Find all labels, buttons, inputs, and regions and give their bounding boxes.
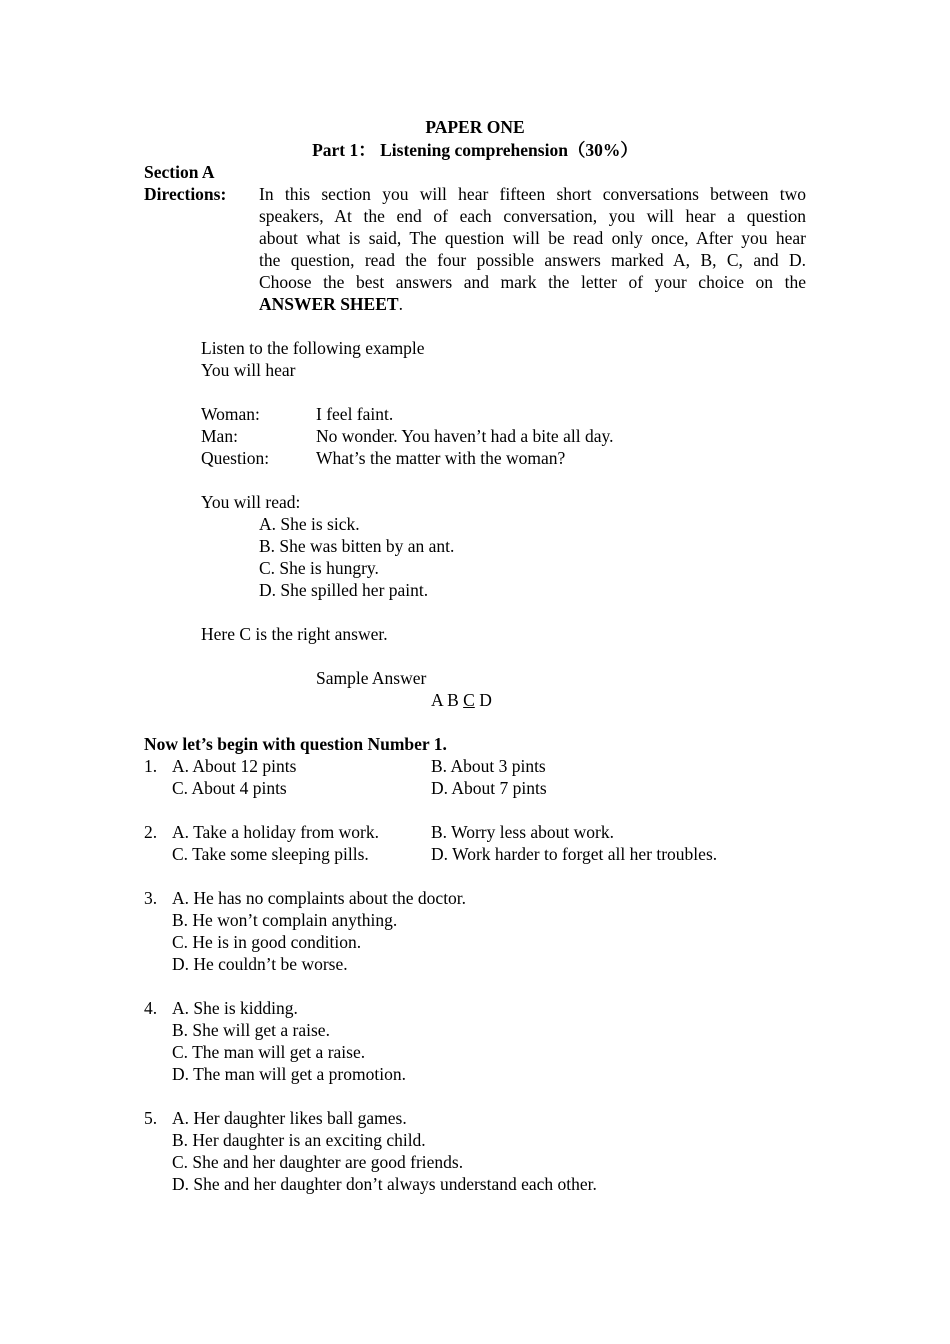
example-option: B. She was bitten by an ant. bbox=[259, 536, 455, 556]
directions-line: speakers, At the end of each conversation, you will hear a question bbox=[259, 206, 806, 226]
example-option: C. She is hungry. bbox=[259, 558, 379, 578]
question-option: A. He has no complaints about the doctor. bbox=[172, 888, 467, 908]
dialogue-text: What’s the matter with the woman? bbox=[316, 448, 566, 468]
question-number: 3. bbox=[144, 888, 158, 908]
example-right-answer: Here C is the right answer. bbox=[201, 624, 388, 644]
sample-letter-b: B bbox=[447, 690, 459, 710]
example-read-label: You will read: bbox=[201, 492, 301, 512]
directions-line: the question, read the four possible answers marked A, B, C, and D. bbox=[259, 250, 806, 270]
question-option: B. About 3 pints bbox=[431, 756, 546, 776]
question-option: C. The man will get a raise. bbox=[172, 1042, 366, 1062]
sample-letter-d: D bbox=[479, 690, 492, 710]
part-title: Part 1： Listening comprehension（30%） bbox=[312, 140, 638, 160]
question-option: D. He couldn’t be worse. bbox=[172, 954, 348, 974]
example-option: A. She is sick. bbox=[259, 514, 360, 534]
dialogue-speaker: Man: bbox=[201, 426, 238, 446]
directions-end: . bbox=[398, 294, 403, 314]
directions-line: Choose the best answers and mark the letter of your choice on the bbox=[259, 272, 806, 292]
sample-letter-a: A bbox=[431, 690, 443, 710]
question-option: D. She and her daughter don’t always understand each other. bbox=[172, 1174, 597, 1194]
dialogue-speaker: Woman: bbox=[201, 404, 260, 424]
dialogue-text: No wonder. You haven’t had a bite all day. bbox=[316, 426, 614, 446]
section-label: Section A bbox=[144, 162, 215, 182]
question-option: B. She will get a raise. bbox=[172, 1020, 330, 1040]
example-option: D. She spilled her paint. bbox=[259, 580, 429, 600]
question-option: B. Her daughter is an exciting child. bbox=[172, 1130, 426, 1150]
question-option: B. Worry less about work. bbox=[431, 822, 614, 842]
dialogue-text: I feel faint. bbox=[316, 404, 394, 424]
begin-heading: Now let’s begin with question Number 1. bbox=[144, 734, 447, 754]
question-option: D. About 7 pints bbox=[431, 778, 547, 798]
question-option: A. About 12 pints bbox=[172, 756, 297, 776]
question-option: A. Take a holiday from work. bbox=[172, 822, 379, 842]
question-number: 5. bbox=[144, 1108, 158, 1128]
directions-label: Directions: bbox=[144, 184, 227, 204]
directions-line bbox=[259, 293, 806, 315]
question-number: 4. bbox=[144, 998, 158, 1018]
question-option: A. Her daughter likes ball games. bbox=[172, 1108, 407, 1128]
example-intro: Listen to the following example bbox=[201, 338, 425, 358]
answer-sheet-emphasis: ANSWER SHEET bbox=[259, 294, 399, 314]
question-option: C. Take some sleeping pills. bbox=[172, 844, 369, 864]
directions-line: about what is said, The question will be read only once, After you hear bbox=[259, 228, 806, 248]
example-hear: You will hear bbox=[201, 360, 296, 380]
question-option: C. About 4 pints bbox=[172, 778, 287, 798]
directions-text bbox=[259, 183, 806, 315]
question-number: 1. bbox=[144, 756, 158, 776]
sample-letter-c-marked: C bbox=[463, 690, 475, 710]
dialogue-speaker: Question: bbox=[201, 448, 270, 468]
paper-title: PAPER ONE bbox=[425, 117, 525, 137]
directions-line: In this section you will hear fifteen short conversations between two bbox=[259, 184, 806, 204]
question-option: D. Work harder to forget all her troubles. bbox=[431, 844, 718, 864]
question-option: D. The man will get a promotion. bbox=[172, 1064, 406, 1084]
sample-answer-label: Sample Answer bbox=[316, 668, 427, 688]
question-option: C. He is in good condition. bbox=[172, 932, 362, 952]
question-option: C. She and her daughter are good friends. bbox=[172, 1152, 464, 1172]
question-option: A. She is kidding. bbox=[172, 998, 298, 1018]
sample-answer-letters bbox=[431, 689, 492, 711]
question-number: 2. bbox=[144, 822, 158, 842]
question-option: B. He won’t complain anything. bbox=[172, 910, 398, 930]
